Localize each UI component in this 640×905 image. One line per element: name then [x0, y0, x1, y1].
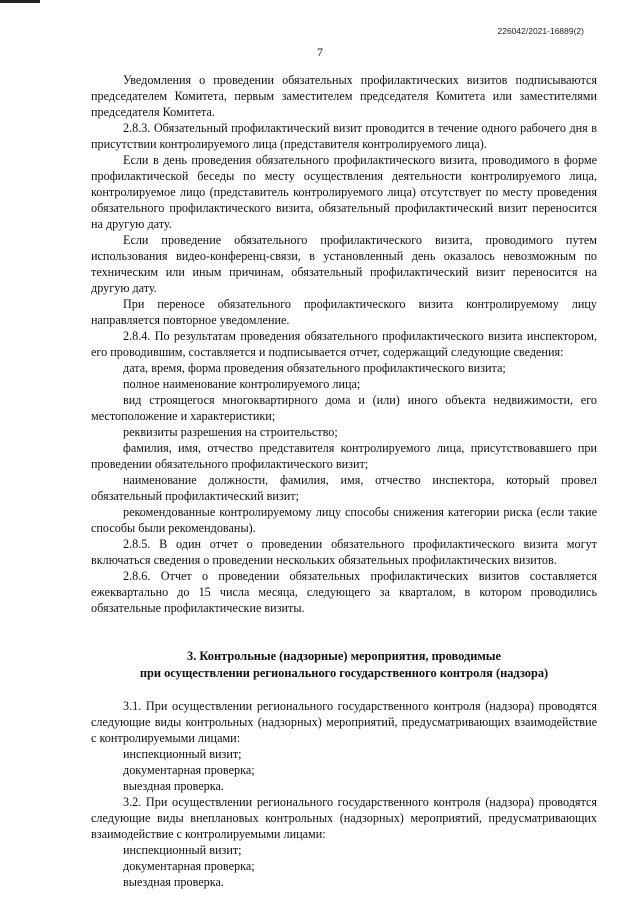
- paragraph: 2.8.6. Отчет о проведении обязательных профилактических визитов составляется ежеквартально до 15 числа месяца, следующего за кварталом, в котором проводились обязательные профилактические визиты.: [91, 569, 597, 615]
- paragraph: Если проведение обязательного профилактического визита, проводимого путем использования видео-конференц-связи, в установленный день оказалось невозможным по техническим или иным причинам, обязательный профилактический визит переносится на другую дату.: [91, 233, 597, 295]
- paragraph: вид строящегося многоквартирного дома и (или) иного объекта недвижимости, его местоположение и характеристики;: [91, 393, 597, 423]
- paragraph: Если в день проведения обязательного профилактического визита, проводимого в форме профилактической беседы по месту осуществления деятельности контролируемого лица, контролируемое лицо (представитель контролируемого лица) отсутствует по месту проведения обязательного профилактического визита, обязательный профилактический визит переносится на другую дату.: [91, 153, 597, 231]
- document-body: [91, 72, 597, 890]
- page-number: 7: [317, 45, 323, 59]
- section-heading-line-2: при осуществлении регионального государственного контроля (надзора): [139, 666, 549, 680]
- paragraph: 2.8.5. В один отчет о проведении обязательного профилактического визита могут включаться сведения о проведении нескольких обязательных профилактических визитов.: [91, 537, 597, 567]
- paragraph: рекомендованные контролируемому лицу способы снижения категории риска (если такие способы были рекомендованы).: [91, 505, 597, 535]
- section-heading-line-1: 3. Контрольные (надзорные) мероприятия, проводимые: [187, 649, 501, 663]
- paragraph: инспекционный визит;: [123, 747, 242, 761]
- paragraph: 3.2. При осуществлении регионального государственного контроля (надзора) проводятся следующие виды внеплановых контрольных (надзорных) мероприятий, предусматривающих взаимодействие с контролируемыми лицами:: [91, 795, 597, 841]
- paragraph: документарная проверка;: [123, 763, 255, 777]
- document-id: 226042/2021-16889(2): [497, 26, 584, 36]
- paragraph: документарная проверка;: [123, 859, 255, 873]
- section-heading: [91, 648, 597, 682]
- paragraph: полное наименование контролируемого лица;: [123, 377, 361, 391]
- paragraph: дата, время, форма проведения обязательного профилактического визита;: [123, 361, 506, 375]
- paragraph: наименование должности, фамилия, имя, отчество инспектора, который провел обязательный профилактический визит;: [91, 473, 597, 503]
- scan-edge-mark: [0, 0, 40, 3]
- paragraph: выездная проверка.: [123, 779, 224, 793]
- paragraph-group-a: [91, 72, 597, 616]
- paragraph: При переносе обязательного профилактического визита контролируемому лицу направляется повторное уведомление.: [91, 297, 597, 327]
- paragraph: 3.1. При осуществлении регионального государственного контроля (надзора) проводятся следующие виды контрольных (надзорных) мероприятий, предусматривающих взаимодействие с контролируемыми лицами:: [91, 699, 597, 745]
- paragraph-group-b: [91, 698, 597, 890]
- paragraph: 2.8.3. Обязательный профилактический визит проводится в течение одного рабочего дня в присутствии контролируемого лица (представителя контролируемого лица).: [91, 121, 597, 151]
- paragraph: фамилия, имя, отчество представителя контролируемого лица, присутствовавшего при проведении обязательного профилактического визит;: [91, 441, 597, 471]
- paragraph: инспекционный визит;: [123, 843, 242, 857]
- paragraph: Уведомления о проведении обязательных профилактических визитов подписываются председателем Комитета, первым заместителем председателя Комитета или заместителями председателя Комитета.: [91, 73, 597, 119]
- paragraph: 2.8.4. По результатам проведения обязательного профилактического визита инспектором, его проводившим, составляется и подписывается отчет, содержащий следующие сведения:: [91, 329, 597, 359]
- paragraph: выездная проверка.: [123, 875, 224, 889]
- paragraph: реквизиты разрешения на строительство;: [123, 425, 338, 439]
